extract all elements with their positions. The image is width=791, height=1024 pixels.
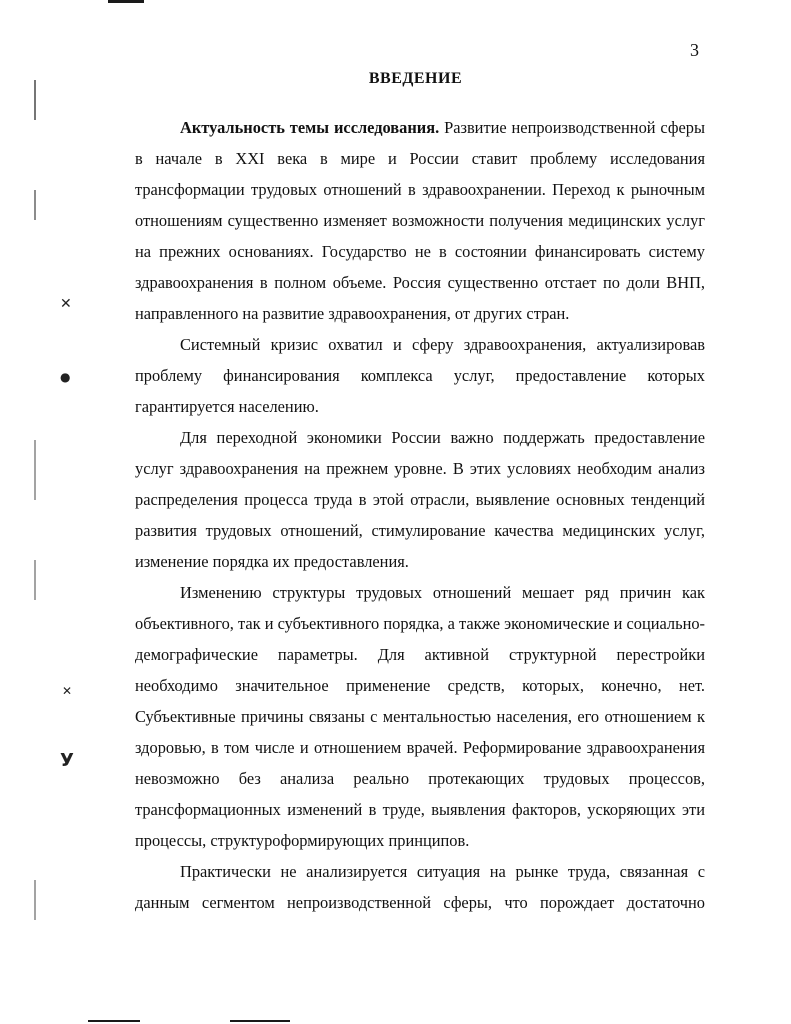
margin-mark: У	[60, 750, 74, 771]
paragraph-lead: Актуальность темы исследования.	[180, 118, 440, 137]
paragraph-5	[135, 856, 705, 918]
page-title: ВВЕДЕНИЕ	[368, 70, 463, 87]
margin-mark: ●	[60, 370, 71, 384]
scan-edge-left	[34, 560, 36, 600]
margin-mark: ✕	[62, 684, 73, 698]
paragraph-text: Развитие непроизводственной сферы в начале в XXI века в мире и России ставит проблему исследования трансформации трудовых отношений в здравоохранении. Переход к рыночным отношениям существенно изменяет возможности получения медицинских услуг на прежних основаниях. Государство не в состоянии финансировать систему здравоохранения в полном объеме. Россия существенно отстает по доли ВНП, направленного на развитие здравоохранения, от других стран.	[135, 118, 706, 323]
scan-edge-left	[34, 880, 36, 920]
document-body	[135, 112, 705, 918]
paragraph-text: Практически не анализируется ситуация на рынке труда, связанная с данным сегментом непроизводственной сферы, что порождает достаточно	[135, 862, 705, 912]
paragraph-text: Для переходной экономики России важно поддержать предоставление услуг здравоохранения на прежнем уровне. В этих условиях необходим анализ распределения процесса труда в этой отрасли, выявление основных тенденций развития трудовых отношений, стимулирование качества медицинских услуг, изменение порядка их предоставления.	[135, 428, 705, 571]
paragraph-4	[135, 577, 705, 856]
scan-edge-bottom-right	[230, 1020, 290, 1022]
scan-edge-left	[34, 440, 36, 500]
scan-edge-bottom-left	[88, 1020, 140, 1022]
paragraph-1	[135, 112, 705, 329]
page-number: 3	[690, 40, 699, 60]
scan-edge-top	[108, 0, 144, 3]
margin-mark: ✕	[60, 296, 72, 312]
scan-edge-left	[34, 190, 36, 220]
paragraph-text: Системный кризис охватил и сферу здравоохранения, актуализировав проблему финансирования комплекса услуг, предоставление которых гарантируется населению.	[135, 335, 705, 416]
paragraph-text: Изменению структуры трудовых отношений мешает ряд причин как объективного, так и субъективного порядка, а также экономические и социально-демографические параметры. Для активной структурной перестройки необходимо значительное применение средств, которых, конечно, нет. Субъективные причины связаны с ментальностью населения, его отношением к здоровью, в том числе и отношением врачей. Реформирование здравоохранения невозможно без анализа реально протекающих трудовых процессов, трансформационных изменений в труде, выявления факторов, ускоряющих эти процессы, структуроформирующих принципов.	[135, 583, 705, 850]
paragraph-2	[135, 329, 705, 422]
paragraph-3	[135, 422, 705, 577]
